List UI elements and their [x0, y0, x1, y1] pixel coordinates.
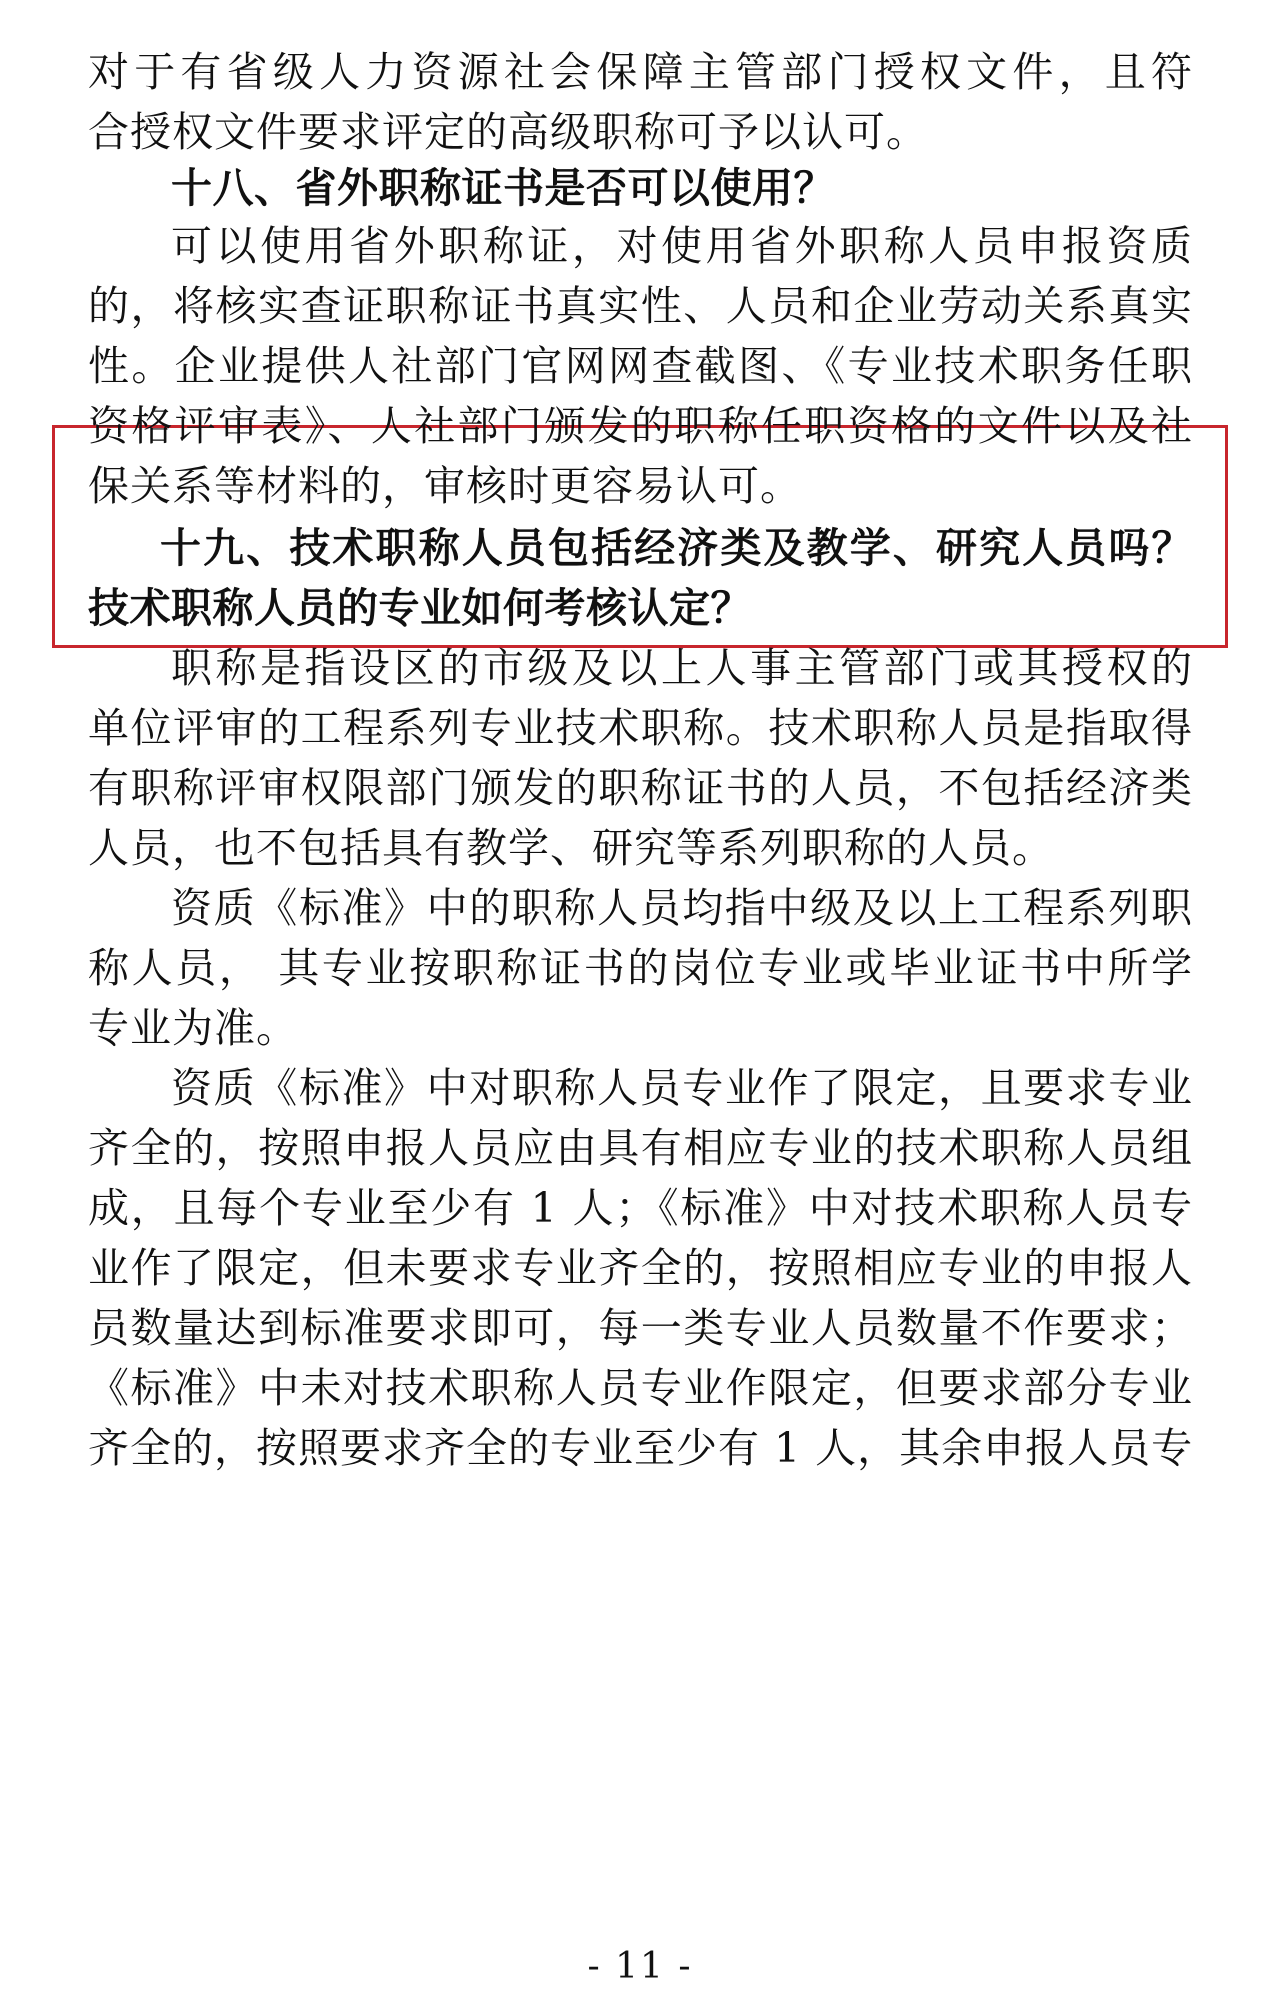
- text-line: 专业为准。: [88, 1004, 298, 1052]
- page-number: - 11 -: [587, 1946, 693, 1987]
- highlighted-text-line: 保关系等材料的，审核时更容易认可。: [88, 462, 802, 510]
- text-line: 合授权文件要求评定的高级职称可予以认可。: [88, 108, 928, 156]
- text-line: 齐全的，按照申报人员应由具有相应专业的技术职称人员组: [88, 1124, 1193, 1172]
- text-line: 称人员， 其专业按职称证书的岗位专业或毕业证书中所学: [88, 944, 1193, 992]
- text-line: 对于有省级人力资源社会保障主管部门授权文件，且符: [88, 48, 1193, 96]
- text-line: 业作了限定，但未要求专业齐全的，按照相应专业的申报人: [88, 1244, 1193, 1292]
- text-line: 资质《标准》中的职称人员均指中级及以上工程系列职: [171, 884, 1193, 932]
- text-line: 职称是指设区的市级及以上人事主管部门或其授权的: [171, 644, 1193, 692]
- text-line: 员数量达到标准要求即可，每一类专业人员数量不作要求；: [88, 1304, 1193, 1352]
- section-heading-19-cont: 技术职称人员的专业如何考核认定？: [88, 584, 752, 632]
- text-line: 可以使用省外职称证，对使用省外职称人员申报资质: [171, 222, 1193, 270]
- text-line: 有职称评审权限部门颁发的职称证书的人员，不包括经济类: [88, 764, 1193, 812]
- text-line: 《标准》中未对技术职称人员专业作限定，但要求部分专业: [88, 1364, 1193, 1412]
- text-line: 资质《标准》中对职称人员专业作了限定，且要求专业: [171, 1064, 1193, 1112]
- text-line: 齐全的，按照要求齐全的专业至少有 1 人，其余申报人员专: [88, 1424, 1193, 1472]
- highlighted-text-line: 性。企业提供人社部门官网网查截图、《专业技术职务任职: [88, 342, 1193, 390]
- text-line: 人员，也不包括具有教学、研究等系列职称的人员。: [88, 824, 1054, 872]
- section-heading-19: 十九、技术职称人员包括经济类及教学、研究人员吗？: [160, 524, 1193, 572]
- highlighted-text-line: 资格评审表》、人社部门颁发的职称任职资格的文件以及社: [88, 402, 1193, 450]
- text-line: 单位评审的工程系列专业技术职称。技术职称人员是指取得: [88, 704, 1193, 752]
- section-heading-18: 十八、省外职称证书是否可以使用？: [171, 164, 835, 212]
- text-line: 的，将核实查证职称证书真实性、人员和企业劳动关系真实: [88, 282, 1193, 330]
- text-line: 成，且每个专业至少有 1 人；《标准》中对技术职称人员专: [88, 1184, 1193, 1232]
